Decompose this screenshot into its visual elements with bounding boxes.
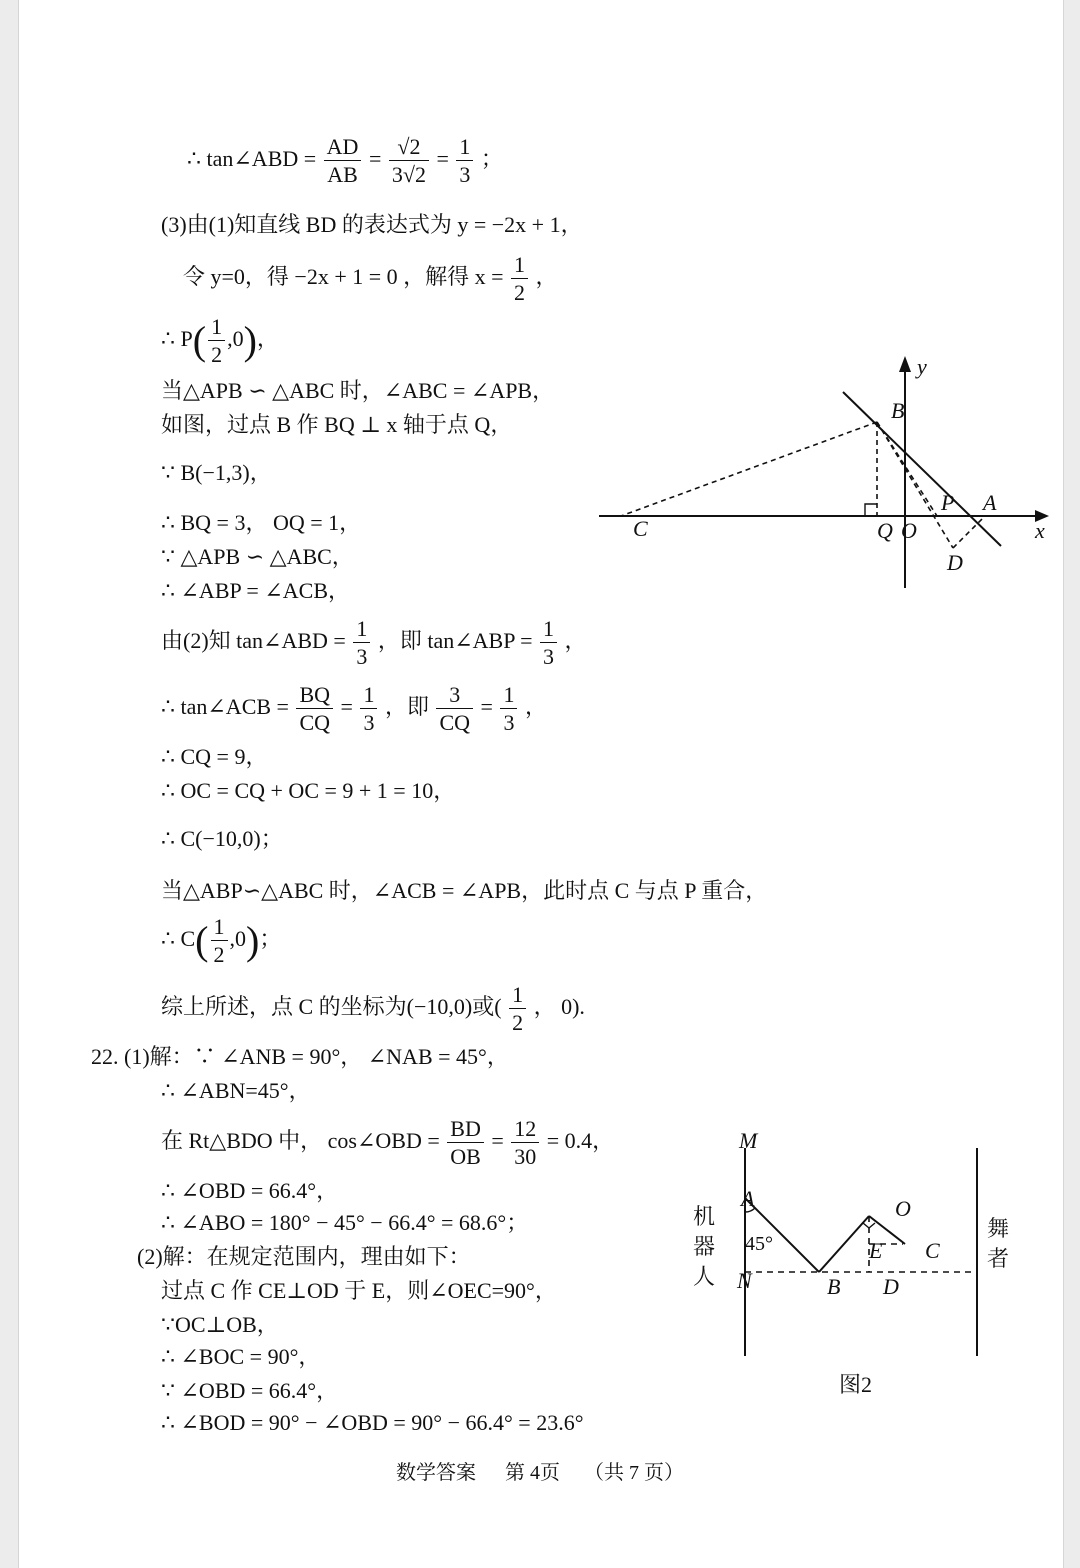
- fraction: $\frac{1}{3}$: [360, 684, 377, 734]
- segment-da: [953, 516, 985, 548]
- label-d: D: [947, 550, 963, 575]
- solution-line: ∵ B(−1,3)，: [161, 460, 272, 485]
- text: ∴ tan∠ABD =: [187, 146, 317, 172]
- footer-page-number: 第 4页: [505, 1462, 560, 1484]
- solution-line: 如图，过点 B 作 BQ ⊥ x 轴于点 Q，: [161, 412, 513, 437]
- solution-line: (2)解：在规定范围内，理由如下：: [137, 1244, 471, 1269]
- label-a: A: [741, 1186, 755, 1211]
- solution-line: 过点 C 作 CE⊥OD 于 E，则∠OEC=90°，: [161, 1278, 557, 1303]
- footer-total-pages: （共 7 页）: [584, 1462, 684, 1484]
- solution-line: ∴ C(−10,0)；: [161, 826, 283, 851]
- fraction: $\frac{1}{2}$: [208, 316, 225, 366]
- solution-line: ∴ ∠BOC = 90°，: [161, 1344, 321, 1369]
- fraction: $\frac{BD}{OB}$: [447, 1118, 484, 1168]
- solution-line: ∴ ∠OBD = 66.4°，: [161, 1178, 339, 1203]
- fraction: $\frac{12}{30}$: [511, 1118, 539, 1168]
- solution-line: ∴ OC = CQ + OC = 9 + 1 = 10，: [161, 778, 456, 803]
- robot-label: 器: [693, 1234, 716, 1259]
- label-o: O: [895, 1196, 911, 1221]
- line-bd: [843, 392, 1001, 546]
- label-o: O: [901, 518, 917, 543]
- solution-line: ∵ △APB ∽ △ABC，: [161, 544, 354, 569]
- segment-bc: [621, 422, 877, 516]
- solution-line: ∴ ∠ABP = ∠ACB，: [161, 578, 350, 603]
- solution-line: 当△APB ∽ △ABC 时，∠ABC = ∠APB，: [161, 378, 555, 403]
- solution-line: 令 y=0，得 −2x + 1 = 0 ，解得 x = $\frac{1}{2}$ ，: [183, 252, 558, 305]
- solution-line: ∴ tan∠ABD = $\frac{AD}{AB}$ = $\frac{√2}{3√2}$ = $\frac{1}{3}$ ；: [187, 134, 503, 187]
- solution-line: ∴ CQ = 9，: [161, 744, 268, 769]
- fraction: $\frac{1}{3}$: [540, 618, 557, 668]
- fraction: $\frac{BQ}{CQ}$: [296, 684, 333, 734]
- label-y: y: [917, 354, 927, 379]
- label-c: C: [925, 1238, 940, 1263]
- solution-line: ∴ ∠ABN=45°，: [161, 1078, 311, 1103]
- solution-line: ∴ BQ = 3， OQ = 1，: [161, 510, 362, 535]
- solution-line: 当△ABP∽△ABC 时，∠ACB = ∠APB，此时点 C 与点 P 重合，: [161, 878, 768, 903]
- fraction: $\frac{1}{3}$: [500, 684, 517, 734]
- robot-dancer-figure: [691, 1126, 1051, 1406]
- label-p: P: [941, 490, 955, 515]
- label-m: M: [739, 1128, 758, 1153]
- fraction: $\frac{1}{2}$: [511, 254, 528, 304]
- fraction: $\frac{1}{3}$: [353, 618, 370, 668]
- segment-bo: [819, 1216, 869, 1272]
- solution-line: ∴ P( $\frac{1}{2}$ ,0)，: [161, 314, 279, 367]
- answer-sheet-page: [18, 0, 1064, 1568]
- label-b: B: [891, 398, 905, 423]
- robot-label: 人: [693, 1264, 716, 1289]
- solution-line: (3)由(1)知直线 BD 的表达式为 y = −2x + 1，: [161, 212, 583, 237]
- angle-label: 45°: [745, 1233, 773, 1255]
- dancer-label: 者: [987, 1246, 1010, 1271]
- label-a: A: [983, 490, 997, 515]
- solution-line: ∴ tan∠ACB = $\frac{BQ}{CQ}$ = $\frac{1}{3}$ ，即 $\frac{3}{CQ}$ = $\frac{1}{3}$ ，: [161, 682, 547, 735]
- label-e: E: [869, 1238, 883, 1263]
- solution-line: ∴ C( $\frac{1}{2}$ ,0)；: [161, 914, 282, 967]
- right-angle-mark: [865, 504, 877, 516]
- label-b: B: [827, 1274, 841, 1299]
- solution-line: 在 Rt△BDO 中， cos∠OBD = $\frac{BD}{OB}$ = $\frac{12}{30}$ = 0.4，: [161, 1116, 615, 1169]
- solution-line: 22. (1)解：∵ ∠ANB = 90°， ∠NAB = 45°，: [91, 1044, 509, 1069]
- right-angle-mark-o: [863, 1223, 875, 1228]
- coordinate-figure: [591, 350, 1061, 600]
- solution-line: ∴ ∠ABO = 180° − 45° − 66.4° = 68.6°；: [161, 1210, 529, 1235]
- page-footer: [0, 1456, 1080, 1485]
- solution-line: 综上所述，点 C 的坐标为(−10,0)或( $\frac{1}{2}$ ， 0).: [161, 982, 585, 1035]
- solution-line: 由(2)知 tan∠ABD = $\frac{1}{3}$ ，即 tan∠ABP = $\frac{1}{3}$ ，: [161, 616, 587, 669]
- label-x: x: [1035, 518, 1045, 543]
- solution-line: ∵OC⊥OB，: [161, 1312, 279, 1337]
- y-axis-arrow: [899, 356, 911, 372]
- label-n: N: [737, 1268, 752, 1293]
- fraction: $\frac{1}{2}$: [509, 984, 526, 1034]
- label-c: C: [633, 516, 648, 541]
- fraction: $\frac{1}{3}$: [456, 136, 473, 186]
- footer-subject: 数学答案: [396, 1462, 476, 1484]
- figure-caption: 图2: [839, 1372, 873, 1397]
- fraction: $\frac{1}{2}$: [211, 916, 228, 966]
- robot-label: 机: [693, 1204, 716, 1229]
- label-q: Q: [877, 518, 893, 543]
- fraction: $\frac{√2}{3√2}$: [389, 136, 429, 186]
- dancer-label: 舞: [987, 1216, 1010, 1241]
- solution-line: ∴ ∠BOD = 90° − ∠OBD = 90° − 66.4° = 23.6°: [161, 1410, 584, 1435]
- segment-bp: [877, 422, 937, 516]
- fraction: $\frac{AD}{AB}$: [324, 136, 362, 186]
- label-d: D: [883, 1274, 899, 1299]
- fraction: $\frac{3}{CQ}$: [436, 684, 473, 734]
- solution-line: ∵ ∠OBD = 66.4°，: [161, 1378, 339, 1403]
